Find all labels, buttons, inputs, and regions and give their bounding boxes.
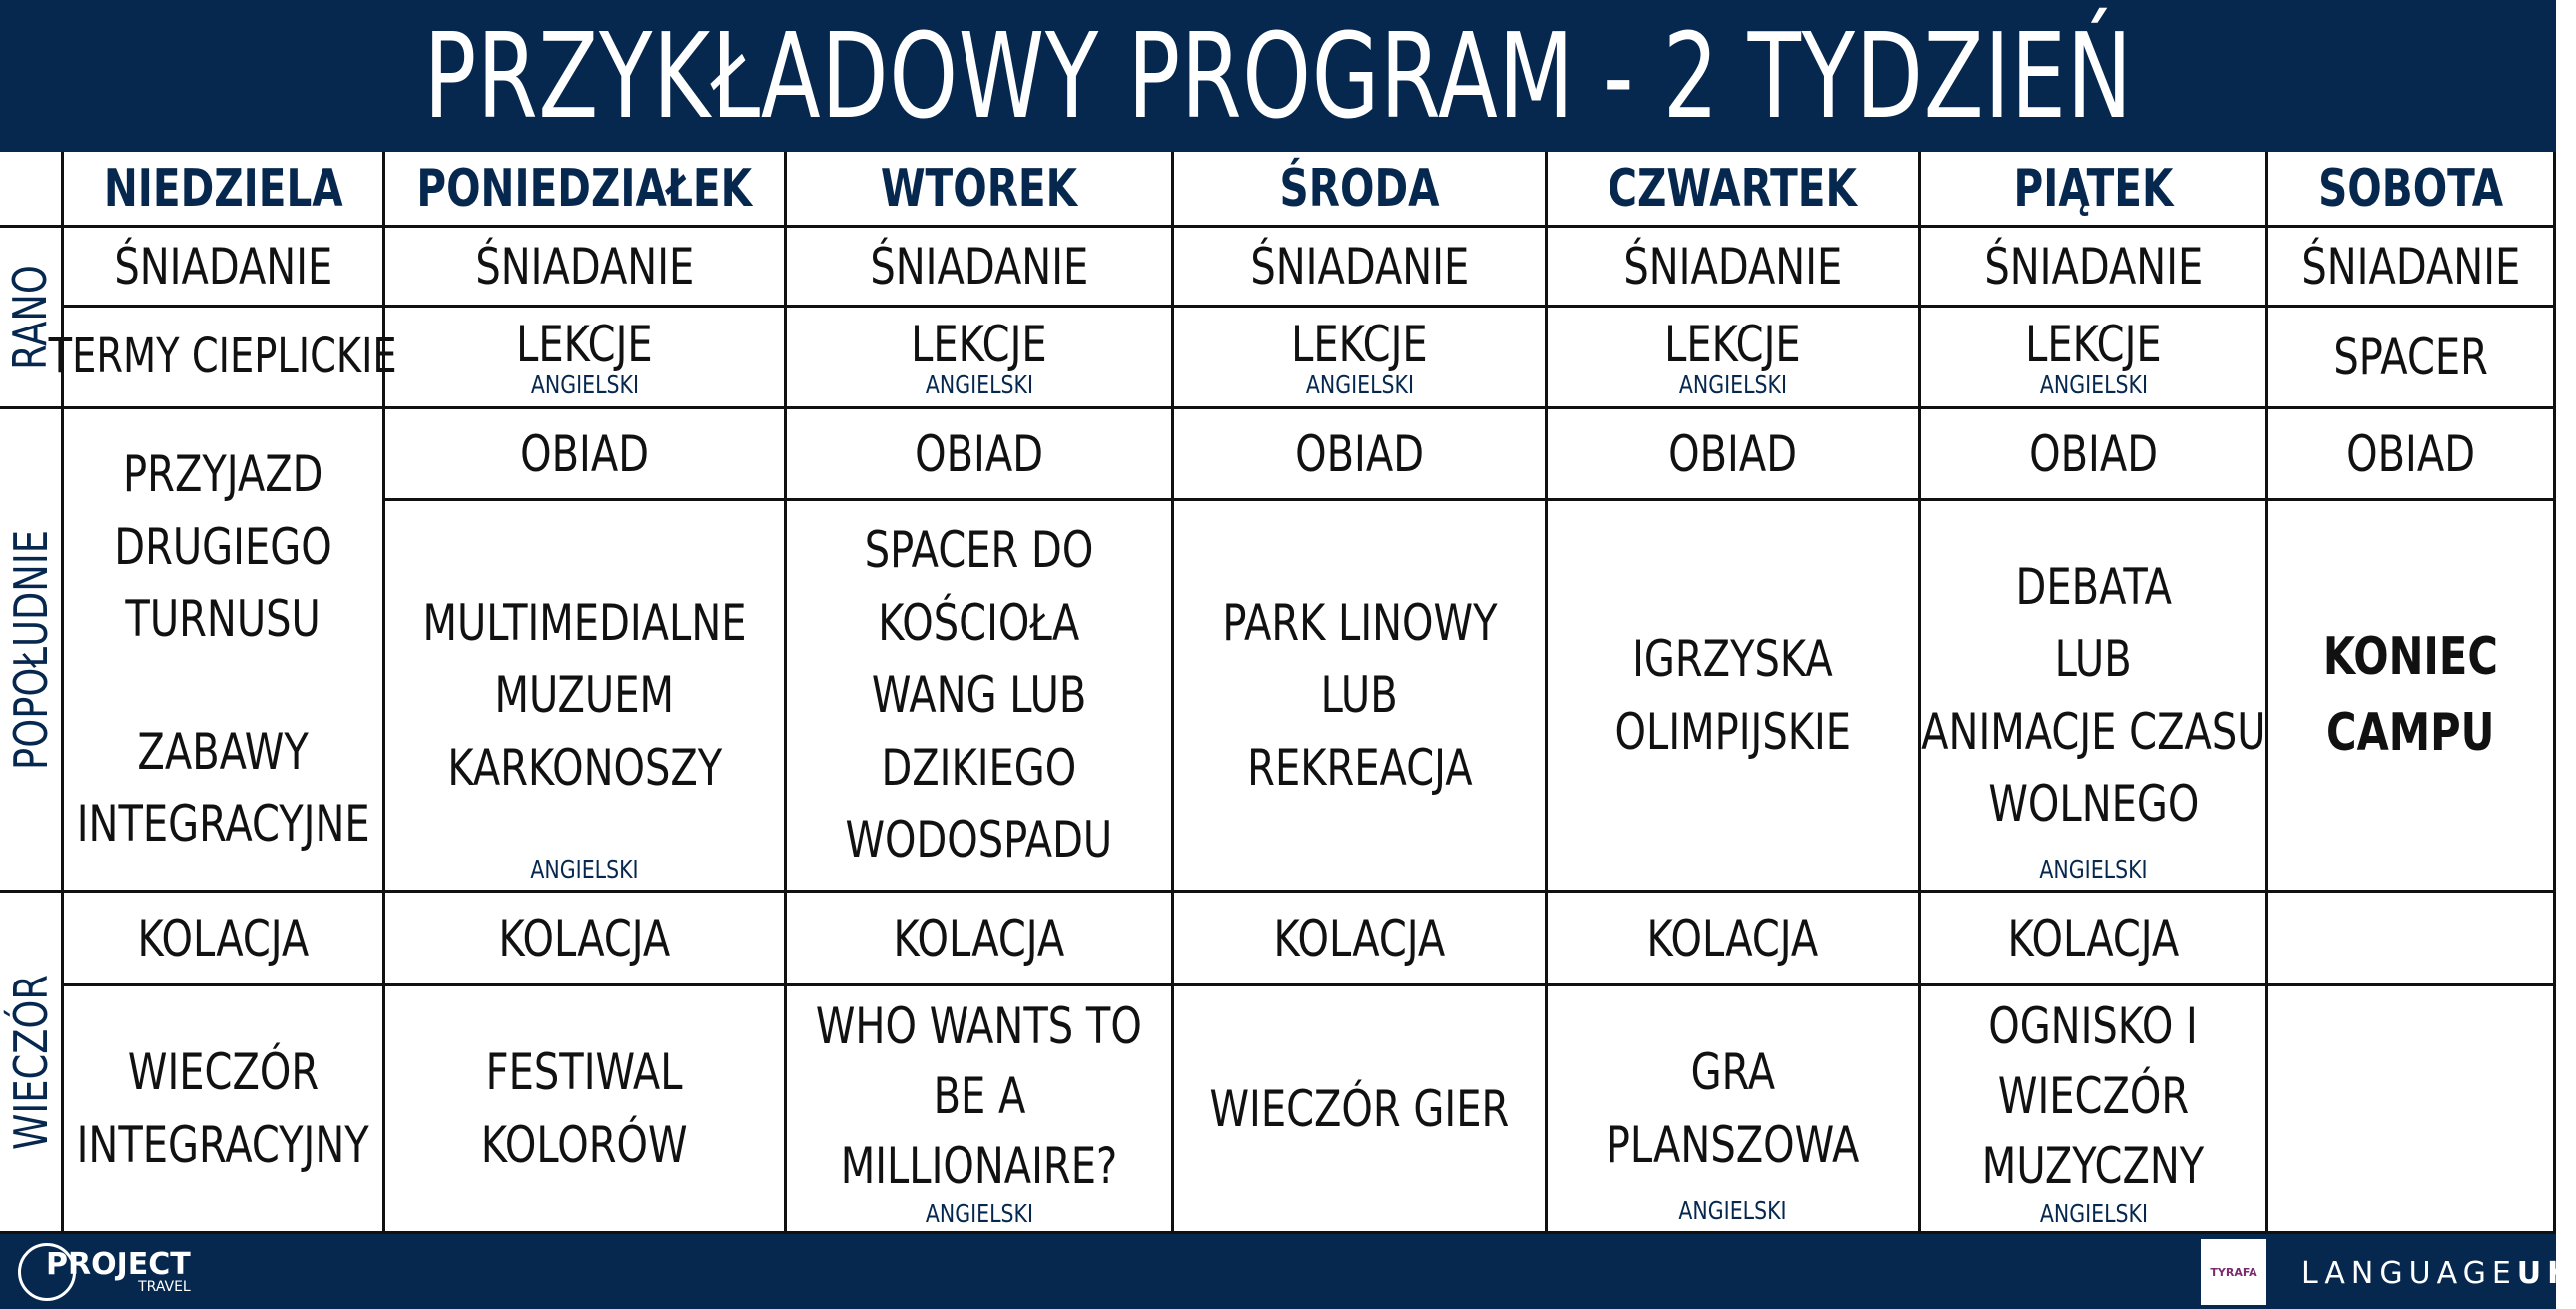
day-header-czwartek <box>1548 152 1921 228</box>
dinner-cell <box>1174 893 1548 986</box>
period-label-popoludnie <box>0 409 64 893</box>
activity-line: IGRZYSKA <box>1632 630 1833 688</box>
day-label: NIEDZIELA <box>103 158 343 219</box>
lunch-cell <box>787 409 1174 501</box>
activity-line: OLIMPIJSKIE <box>1614 702 1851 761</box>
meal-text: ŚNIADANIE <box>475 237 694 296</box>
activity-line: PARK LINOWY <box>1221 593 1498 652</box>
afternoon-piatek <box>1921 501 2268 893</box>
page-title: PRZYKŁADOWY PROGRAM - 2 TYDZIEŃ <box>423 7 2133 145</box>
activity-line: CAMPU <box>2326 702 2495 763</box>
evening-wtorek <box>787 986 1174 1234</box>
meal-text: ŚNIADANIE <box>114 237 332 296</box>
activity-line: KARKONOSZY <box>447 738 722 797</box>
period-text: POPOŁUDNIE <box>3 529 58 770</box>
lessons-subtitle: ANGIELSKI <box>2039 369 2148 399</box>
lessons-text: LEKCJE <box>2025 315 2162 373</box>
evening-czwartek <box>1548 986 1921 1234</box>
activity-line: WIECZÓR <box>1997 1067 2190 1125</box>
activity-text: WIECZÓR GIER <box>1209 1079 1510 1138</box>
activity-text: SPACER <box>2333 327 2488 386</box>
dinner-cell <box>1921 893 2268 986</box>
breakfast-cell <box>1921 228 2268 308</box>
activity-line: TURNUSU <box>125 590 322 649</box>
dinner-cell <box>787 893 1174 986</box>
activity-subtitle: ANGIELSKI <box>2039 1199 2148 1228</box>
language-uk-logo <box>2301 1256 2576 1291</box>
lunch-cell <box>1548 409 1921 501</box>
activity-line: GRA <box>1690 1043 1775 1101</box>
activity-line: WODOSPADU <box>845 811 1113 870</box>
breakfast-cell <box>1174 228 1548 308</box>
lessons-subtitle: ANGIELSKI <box>530 369 639 399</box>
lunch-cell <box>385 409 787 501</box>
activity-line: ZABAWY <box>137 722 310 781</box>
activity-text: TERMY CIEPLICKIE <box>48 327 398 384</box>
meal-text: OBIAD <box>1295 424 1424 483</box>
meal-text: ŚNIADANIE <box>1984 237 2203 296</box>
day-label: PONIEDZIAŁEK <box>416 158 753 219</box>
afternoon-czwartek <box>1548 501 1921 893</box>
activity-line: BE A <box>933 1067 1025 1125</box>
meal-text: ŚNIADANIE <box>870 237 1088 296</box>
day-label: CZWARTEK <box>1608 158 1858 219</box>
activity-line: REKREACJA <box>1246 738 1473 797</box>
day-header-sroda <box>1174 152 1548 228</box>
morning-lessons <box>385 308 787 409</box>
activity-line: KONIEC <box>2323 627 2498 688</box>
luk-accent: UK <box>2516 1256 2576 1291</box>
period-text: RANO <box>3 264 58 370</box>
afternoon-niedziela <box>64 409 385 893</box>
morning-niedziela <box>48 308 398 409</box>
activity-line: WHO WANTS TO <box>816 997 1142 1055</box>
meal-text: KOLACJA <box>893 909 1065 968</box>
breakfast-cell <box>1548 228 1921 308</box>
day-label: WTOREK <box>880 158 1078 219</box>
activity-line: WANG LUB <box>871 666 1087 725</box>
activity-line: DZIKIEGO <box>881 738 1077 797</box>
day-header-sobota <box>2268 152 2556 228</box>
evening-piatek <box>1921 986 2268 1234</box>
morning-lessons <box>1548 308 1921 409</box>
meal-text: OBIAD <box>915 424 1043 483</box>
day-label: SOBOTA <box>2317 158 2504 219</box>
activity-line: MUZUEM <box>494 666 675 725</box>
meal-text: OBIAD <box>520 424 649 483</box>
lunch-cell <box>1921 409 2268 501</box>
activity-line: KOLORÓW <box>481 1115 688 1174</box>
lessons-text: LEKCJE <box>516 315 653 373</box>
meal-text: KOLACJA <box>137 909 310 968</box>
breakfast-cell <box>64 228 385 308</box>
lessons-subtitle: ANGIELSKI <box>1678 369 1787 399</box>
activity-line: DEBATA <box>2015 557 2172 616</box>
meal-text: ŚNIADANIE <box>2301 237 2520 296</box>
meal-text: ŚNIADANIE <box>1623 237 1842 296</box>
meal-text: OBIAD <box>2346 424 2475 483</box>
day-header-niedziela <box>64 152 385 228</box>
breakfast-cell <box>2268 228 2556 308</box>
evening-poniedzialek <box>385 986 787 1234</box>
afternoon-poniedzialek <box>385 501 787 893</box>
breakfast-cell <box>385 228 787 308</box>
afternoon-wtorek <box>787 501 1174 893</box>
evening-niedziela <box>64 986 385 1234</box>
meal-text: KOLACJA <box>1273 909 1446 968</box>
dinner-cell-empty <box>2268 893 2556 986</box>
tyrafa-text: TYRAFA <box>2210 1265 2257 1279</box>
footer-bar <box>0 1234 2576 1309</box>
morning-lessons <box>1174 308 1548 409</box>
day-label: ŚRODA <box>1279 158 1440 219</box>
morning-sobota <box>2268 308 2556 409</box>
lessons-text: LEKCJE <box>1291 315 1428 373</box>
meal-text: KOLACJA <box>1646 909 1819 968</box>
meal-text: OBIAD <box>2029 424 2158 483</box>
activity-subtitle: ANGIELSKI <box>2039 855 2148 884</box>
activity-subtitle: ANGIELSKI <box>925 1199 1033 1228</box>
lessons-subtitle: ANGIELSKI <box>1305 369 1414 399</box>
lunch-cell <box>2268 409 2556 501</box>
header-banner <box>0 0 2556 152</box>
day-header-wtorek <box>787 152 1174 228</box>
activity-line: MILLIONAIRE? <box>840 1137 1118 1195</box>
afternoon-sroda <box>1174 501 1548 893</box>
activity-line: OGNISKO I <box>1988 997 2199 1055</box>
period-text: WIECZÓR <box>3 974 58 1150</box>
dinner-cell <box>1548 893 1921 986</box>
activity-subtitle: ANGIELSKI <box>1678 1196 1787 1225</box>
activity-line: FESTIWAL <box>486 1043 683 1101</box>
day-header-piatek <box>1921 152 2268 228</box>
evening-sroda <box>1174 986 1548 1234</box>
activity-line: INTEGRACYJNE <box>76 795 370 854</box>
corner-cell <box>0 152 64 228</box>
meal-text: ŚNIADANIE <box>1250 237 1469 296</box>
luk-main: LANGUAGE <box>2301 1256 2517 1291</box>
schedule-table <box>0 152 2556 1234</box>
logo-small-text: TRAVEL <box>138 1279 191 1295</box>
morning-lessons <box>1921 308 2268 409</box>
tyrafa-logo <box>2201 1239 2266 1305</box>
activity-line: WOLNEGO <box>1988 775 2199 833</box>
activity-line: LUB <box>1320 666 1398 725</box>
meal-text: OBIAD <box>1668 424 1797 483</box>
lessons-text: LEKCJE <box>911 315 1047 373</box>
activity-line: ANIMACJE CZASU <box>1920 702 2266 761</box>
activity-line: MULTIMEDIALNE <box>422 593 747 652</box>
activity-line: PLANSZOWA <box>1606 1115 1860 1174</box>
activity-line: INTEGRACYJNY <box>76 1115 370 1174</box>
activity-line: MUZYCZNY <box>1982 1137 2205 1195</box>
day-header-poniedzialek <box>385 152 787 228</box>
lessons-text: LEKCJE <box>1664 315 1801 373</box>
activity-line: LUB <box>2054 630 2132 688</box>
meal-text: KOLACJA <box>2007 909 2180 968</box>
logo-main-text: PROJECT <box>46 1247 191 1282</box>
activity-line: WIECZÓR <box>127 1043 320 1101</box>
breakfast-cell <box>787 228 1174 308</box>
activity-line: PRZYJAZD <box>123 445 323 504</box>
dinner-cell <box>385 893 787 986</box>
activity-line: DRUGIEGO <box>114 517 332 576</box>
dinner-cell <box>64 893 385 986</box>
project-travel-logo <box>18 1242 191 1302</box>
activity-line: SPACER DO <box>864 521 1094 580</box>
day-label: PIĄTEK <box>2013 158 2174 219</box>
lunch-cell <box>1174 409 1548 501</box>
period-label-wieczor <box>0 893 64 1234</box>
activity-subtitle: ANGIELSKI <box>530 855 639 884</box>
lessons-subtitle: ANGIELSKI <box>925 369 1033 399</box>
afternoon-sobota <box>2268 501 2556 893</box>
morning-lessons <box>787 308 1174 409</box>
activity-line: KOŚCIOŁA <box>878 593 1080 652</box>
evening-sobota-empty <box>2268 986 2556 1234</box>
meal-text: KOLACJA <box>498 909 671 968</box>
